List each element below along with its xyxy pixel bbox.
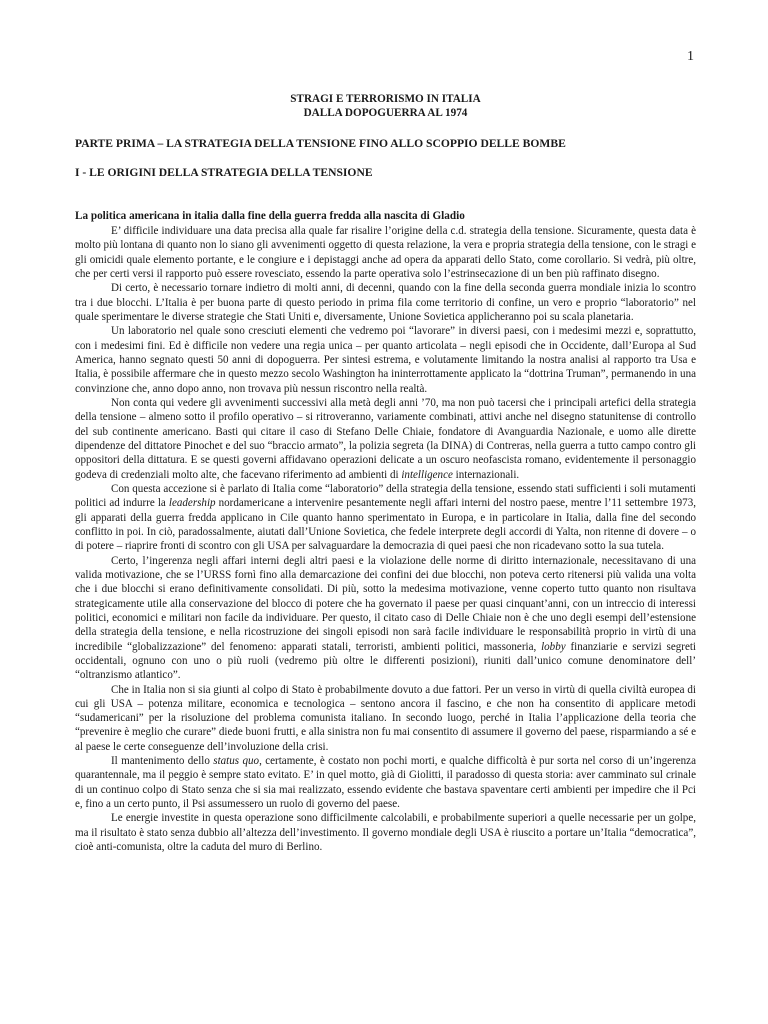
paragraph-6-italic: lobby — [541, 640, 566, 653]
chapter-heading: I - LE ORIGINI DELLA STRATEGIA DELLA TENSIONE — [75, 166, 373, 179]
paragraph-1: E’ difficile individuare una data precisa alla quale far risalire l’origine della c.d. strategia della tensione. Sicuramente, questa data è molto più lontana di quanto non lo siano gli avvenimenti oggetto di questa relazione, la vera e propria strategia della tensione, con le stragi e gli omicidi quale elemento portante, e le congiure e i depistaggi anche ad opera da apparati dello Stato, come corollario. Si vedrà, più oltre, che per certi versi il rapporto può essere rovesciato, essendo la parte operativa solo l’estrinsecazione di un ben più raffinato disegno. — [75, 225, 696, 280]
paragraph-8-text-b: , certamente, è costato non pochi morti, e qualche difficoltà è pur sorta nel corso di un’ingerenza quarantennale, ma il peggio è sempre stato evitato. E’ in quel motto, già di Giolitti, il paradosso di questa storia: aver camminato sul crinale di un continuo colpo di Stato senza che si sia mai realizzato, essendo evidente che bastava spaventare certi ambienti per impedire che il Pci e, fino a un certo punto, il Psi assumessero un ruolo di governo del paese. — [75, 755, 696, 811]
paragraph-4-text-b: internazionali. — [452, 468, 520, 481]
paragraph-4-text-a: Non conta qui vedere gli avvenimenti successivi alla metà degli anni ’70, ma non può tacersi che i principali artefici della strategia della tensione – almeno sotto il profilo operativo – si ritroveranno, variamente combinati, attivi anche nel disegno statunitense di controllo del sub continente americano. Basti qui citare il caso di Stefano Delle Chiaie, fondatore di Avanguardia Nazionale, e uomo alle dirette dipendenze del dittatore Pinochet e del suo “braccio armato”, la polizia segreta (la DINA) di Contreras, nella guerra a tutto campo contro gli oppositori della dittatura. E se questi governi affidavano operazioni delicate a un oscuro neofascista romano, evidentemente il personaggio godeva di credenziali molto alte, che facevano riferimento ad ambienti di — [75, 396, 696, 481]
document-title-line-2: DALLA DOPOGUERRA AL 1974 — [303, 106, 468, 119]
paragraph-4 — [75, 396, 696, 482]
paragraph-9: Le energie investite in questa operazione sono difficilmente calcolabili, e probabilmente superiori a quelle necessarie per un golpe, ma il risultato è stato senza dubbio all’altezza dell’investimento. Il governo mondiale degli USA è riuscito a portare un’Italia “democratica”, cioè anti-comunista, oltre la caduta del muro di Berlino. — [75, 812, 696, 854]
part-heading: PARTE PRIMA – LA STRATEGIA DELLA TENSIONE FINO ALLO SCOPPIO DELLE BOMBE — [75, 137, 566, 150]
page-number: 1 — [687, 49, 694, 64]
paragraph-6-text-a: Certo, l’ingerenza negli affari interni degli altri paesi e la violazione delle norme di diritto internazionale, necessitavano di una valida motivazione, che se l’URSS fornì fino alla demarcazione dei confini dei due blocchi, non poteva certo ritenersi più valida una volta che i due blocchi si erano definitivamente consolidati. Di più, sotto la medesima motivazione, venne coperto tutto quanto non risultava strategicamente utile alla conservazione del blocco di potere che ha governato il paese per quasi cinquant’anni, con un intreccio di interessi politici, economici e militari non facile da individuare. Per questo, il citato caso di Delle Chiaie non è che uno degli esempi dell’estensione della strategia della tensione, e nella ricostruzione dei singoli episodi non sarà facile individuare le responsabilità proprio in virtù di una incredibile “globalizzazione” del fenomeno: apparati statali, terroristi, ambienti politici, massoneria, — [75, 554, 696, 653]
paragraph-5 — [75, 482, 696, 554]
paragraph-3: Un laboratorio nel quale sono cresciuti elementi che vedremo poi “lavorare” in diversi paesi, con i medesimi mezzi e, soprattutto, con i medesimi fini. Ed è difficile non vedere una regia unica – per quanto articolata – negli episodi che in Occidente, dall’Europa al Sud America, hanno segnato questi 50 anni di dopoguerra. Per sintesi estrema, e volutamente limitando la nostra analisi al rapporto tra Usa e Italia, è possibile affermare che in questo mezzo secolo Washington ha ininterrottamente applicato la “dottrina Truman”, permanendo in una convinzione che, anno dopo anno, non trovava più nessun riscontro nella realtà. — [75, 325, 696, 395]
document-title-line-1: STRAGI E TERRORISMO IN ITALIA — [290, 93, 481, 105]
paragraph-5-text-b: nordamericane a intervenire pesantemente negli affari interni del nostro paese, mentre l’11 settembre 1973, gli apparati della guerra fredda applicano in Cile quanto hanno sperimentato in Europa, e in particolare in Italia, dalla fine del secondo conflitto in poi. In ciò, paradossalmente, aiutati dall’Unione Sovietica, che fedele interprete degli accordi di Yalta, non ritenne di dovere – o di potere – riaprire fronti di scontro con gli USA per salvaguardare la democrazia di quei paesi che non ricadevano sotto la sua tutela. — [75, 497, 696, 553]
paragraph-5-text-a: Con questa accezione si è parlato di Italia come “laboratorio” della strategia della tensione, essendo stati sufficienti i soli mutamenti politici ad indurre la — [75, 482, 696, 510]
paragraph-6 — [75, 554, 696, 683]
document-title — [75, 93, 696, 120]
paragraph-8-italic: status quo — [213, 755, 260, 768]
paragraph-8-text-a: Il mantenimento dello — [111, 755, 214, 768]
paragraph-7: Che in Italia non si sia giunti al colpo di Stato è probabilmente dovuto a due fattori. Per un verso in virtù di quella civiltà europea di cui gli USA – potenza militare, economica e tecnologica – sentono ancora il fascino, e che non ha consentito di applicare metodi “sudamericani” per la risoluzione del problema comunista italiano. In secondo luogo, perché in Italia l’applicazione della teoria che “prevenire è meglio che curare” diede buoni frutti, e alla sinistra non fu mai consentito di assumere il governo del paese, risparmiando a sé e al paese le certe conseguenze dell’involuzione della crisi. — [75, 683, 696, 753]
document-page — [75, 0, 696, 1024]
paragraph-5-italic: leadership — [168, 497, 216, 510]
paragraph-8 — [75, 754, 696, 811]
body-text — [75, 224, 696, 854]
paragraph-2: Di certo, è necessario tornare indietro di molti anni, di decenni, quando con la fine della seconda guerra mondiale inizia lo scontro tra i due blocchi. L’Italia è per buona parte di questo periodo in prima fila come territorio di confine, un vero e proprio “laboratorio” nel quale sperimentare le diverse strategie che Stati Uniti e, diversamente, Unione Sovietica applicheranno poi su scala planetaria. — [75, 282, 696, 323]
section-heading: La politica americana in italia dalla fine della guerra fredda alla nascita di Gladio — [75, 210, 465, 222]
paragraph-4-italic: intelligence — [401, 468, 453, 481]
paragraph-6-text-b: finanziarie e servizi segreti occidentali, ognuno con uno o più ruoli (vedremo più oltre le differenti posizioni), riuniti dall’unico comune denominatore dell’ “oltranzismo atlantico”. — [75, 640, 696, 682]
